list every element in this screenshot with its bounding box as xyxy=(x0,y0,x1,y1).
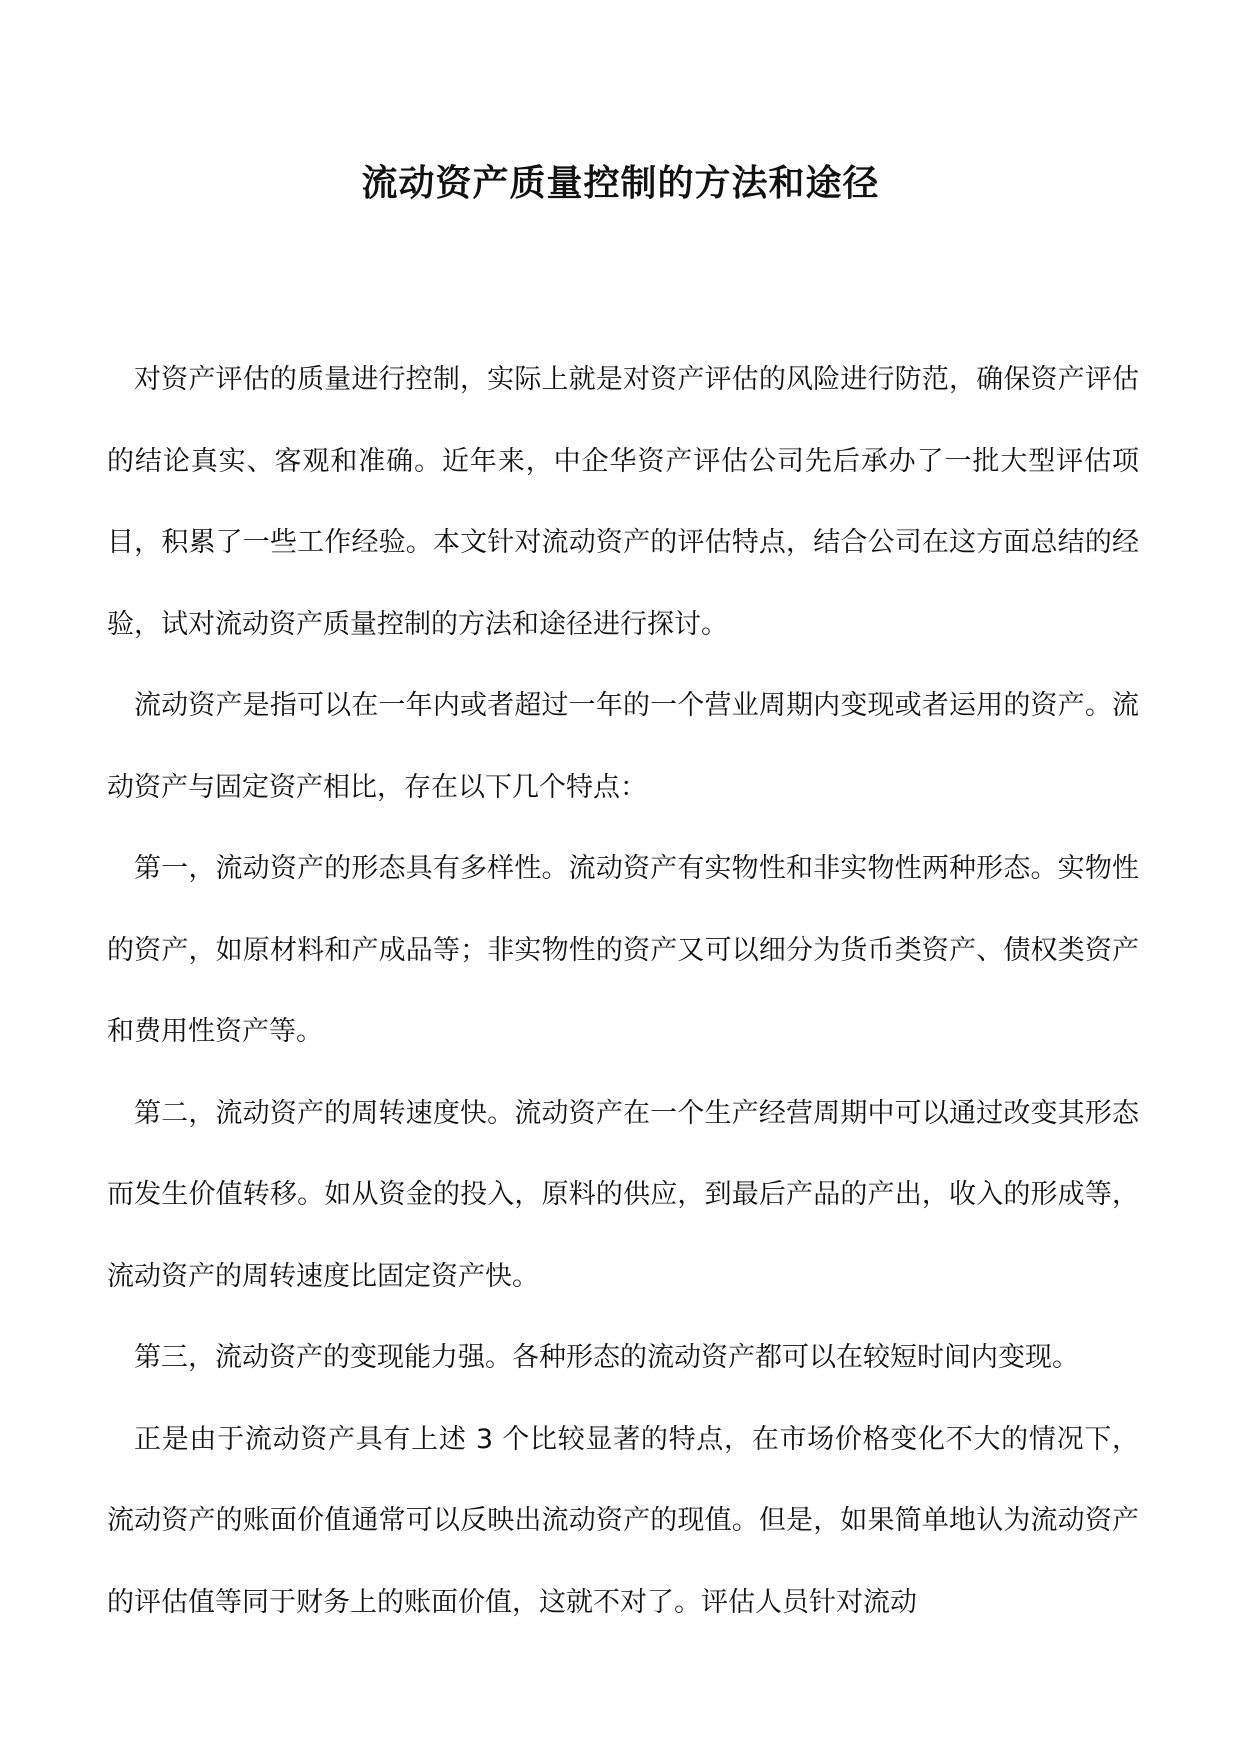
document-body xyxy=(107,339,1139,1643)
paragraph-feature-3: 第三，流动资产的变现能力强。各种形态的流动资产都可以在较短时间内变现。 xyxy=(134,1342,1079,1373)
document-title: 流动资产质量控制的方法和途径 xyxy=(361,162,880,204)
paragraph-intro: 对资产评估的质量进行控制，实际上就是对资产评估的风险进行防范，确保资产评估的结论真实、客观和准确。近年来，中企华资产评估公司先后承办了一批大型评估项目，积累了一些工作经验。本文针对流动资产的评估特点，结合公司在这方面总结的经验，试对流动资产质量控制的方法和途径进行探讨。 xyxy=(107,364,1139,640)
paragraph-feature-1: 第一，流动资产的形态具有多样性。流动资产有实物性和非实物性两种形态。实物性的资产，如原材料和产成品等；非实物性的资产又可以细分为货币类资产、债权类资产和费用性资产等。 xyxy=(107,853,1139,1047)
paragraph-feature-2: 第二，流动资产的周转速度快。流动资产在一个生产经营周期中可以通过改变其形态而发生价值转移。如从资金的投入，原料的供应，到最后产品的产出，收入的形成等，流动资产的周转速度比固定资产快。 xyxy=(107,1097,1139,1292)
paragraph-definition: 流动资产是指可以在一年内或者超过一年的一个营业周期内变现或者运用的资产。流动资产与固定资产相比，存在以下几个特点： xyxy=(107,690,1139,803)
paragraph-conclusion: 正是由于流动资产具有上述 3 个比较显著的特点，在市场价格变化不大的情况下，流动资产的账面价值通常可以反映出流动资产的现值。但是，如果简单地认为流动资产的评估值等同于财务上的账面价值，这就不对了。评估人员针对流动 xyxy=(107,1423,1139,1618)
